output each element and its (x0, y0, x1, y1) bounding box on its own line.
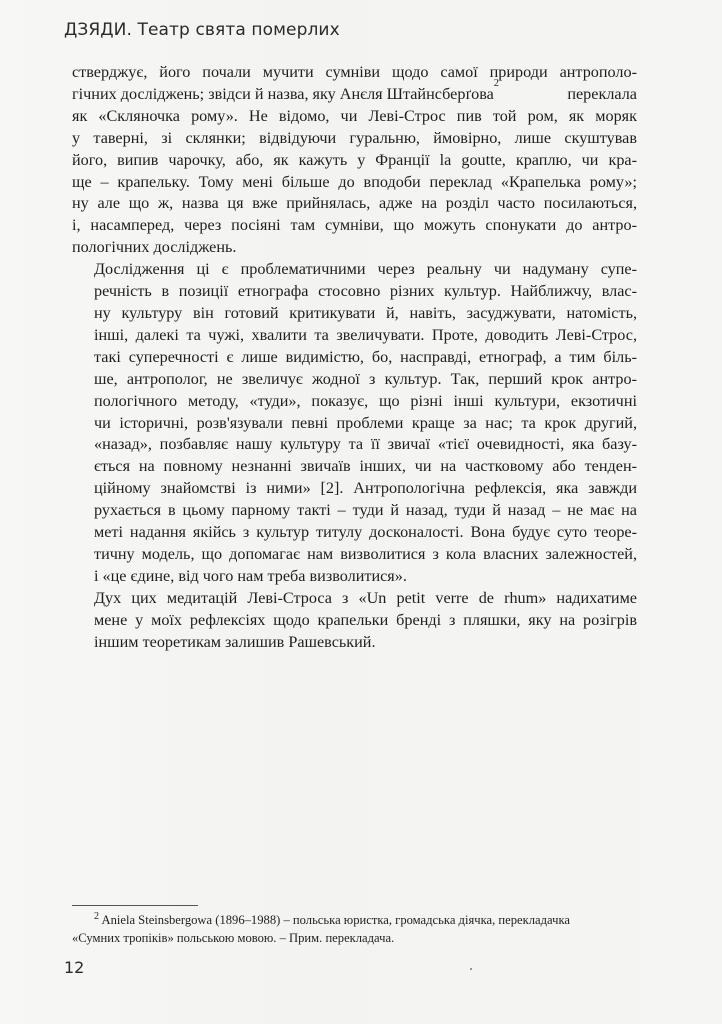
text-line: ну культуру він готовий критикувати й, навіть, засуджувати, натомість, (94, 303, 637, 322)
text-line: іншим теоретикам залишив Рашевський. (94, 632, 376, 651)
footnote-divider (72, 905, 198, 906)
footnote (72, 912, 637, 947)
text-line: чи історичні, розв'язували певні проблеми краще за нас; та крок другий, (94, 413, 637, 432)
text-line: речність в позиції етнографа стосовно різних культур. Найближчу, влас- (94, 282, 637, 301)
footnote-marker: 2 (94, 910, 99, 922)
text-line-start: гічних досліджень; звідси й назва, яку Анєля Штайнсберґова (72, 84, 494, 103)
text-line: меті надання якійсь з культур титулу досконалості. Вона будує суто теоре- (94, 523, 637, 542)
text-line: і «це єдине, від чого нам треба визволитися». (94, 566, 407, 585)
footnote-line (72, 912, 637, 930)
scan-speck (470, 968, 472, 970)
text-line: ційному знайомстві із ними» [2]. Антропологічна рефлексія, яка завжди (94, 479, 637, 498)
page-number: 12 (64, 958, 85, 977)
text-line: тичну модель, що допомагає нам визволитися з кола власних залежностей, (94, 544, 637, 563)
text-line: як «Скляночка рому». Не відомо, чи Леві-Строс пив той ром, як моряк (72, 106, 637, 125)
text-line-with-footnote (72, 77, 637, 106)
text-line: Дослідження ці є проблематичними через реальну чи надуману супе- (94, 260, 637, 279)
paragraph-1 (72, 62, 637, 259)
text-line: стверджує, його почали мучити сумніви щодо самої природи антрополо- (72, 63, 637, 81)
paragraph-3 (72, 588, 637, 654)
body-text (72, 62, 637, 653)
text-line: такі суперечності є лише видимістю, бо, насправді, етнограф, а тим біль- (94, 347, 637, 366)
footnote-line: «Сумних тропіків» польською мовою. – Прим. перекладача. (72, 930, 395, 945)
text-line: його, випив чарочку, або, як кажуть у Франції la goutte, краплю, чи кра- (72, 150, 637, 169)
text-line: ється на повному незнанні звичаїв інших, чи на частковому або тенден- (94, 457, 637, 476)
text-line: ну але що ж, назва ця вже прийнялась, адже на розділ часто посилаються, (72, 194, 637, 213)
text-line: ще – крапельку. Тому мені більше до вподоби переклад «Крапелька рому»; (72, 172, 637, 191)
footnote-marker: 2 (493, 77, 499, 89)
text-line: у таверні, зі склянки; відвідуючи гуральню, ймовірно, лише скуштував (72, 128, 637, 147)
footnote-text: Aniela Steinsbergowa (1896–1988) – польська юристка, громадська діячка, перекладачка (101, 913, 570, 927)
text-line: мене у моїх рефлексіях щодо крапельки бренді з пляшки, яку на розігрів (94, 610, 637, 629)
text-line: інші, далекі та чужі, хвалити та звеличувати. Проте, доводить Леві-Строс, (94, 325, 637, 344)
paragraph-2 (72, 259, 637, 588)
text-line-end: переклала (563, 84, 637, 103)
text-line: Дух цих медитацій Леві-Строса з «Un petit verre de rhum» надихатиме (94, 588, 637, 607)
running-head: ДЗЯДИ. Театр свята померлих (64, 20, 340, 40)
text-line: пологічних досліджень. (72, 238, 237, 257)
text-line: пологічного методу, «туди», показує, що різні інші культури, екзотичні (94, 391, 637, 410)
text-line: рухається в цьому парному такті – туди й назад, туди й назад – не має на (94, 501, 637, 520)
text-line: і, насамперед, через посіяні там сумніви, що можуть спонукати до антро- (72, 216, 637, 235)
text-line: «назад», позбавляє нашу культуру та її звичаї «тієї очевидності, яка базу- (94, 435, 637, 454)
text-line: ше, антрополог, не звеличує жодної з культур. Так, перший крок антро- (94, 369, 637, 388)
